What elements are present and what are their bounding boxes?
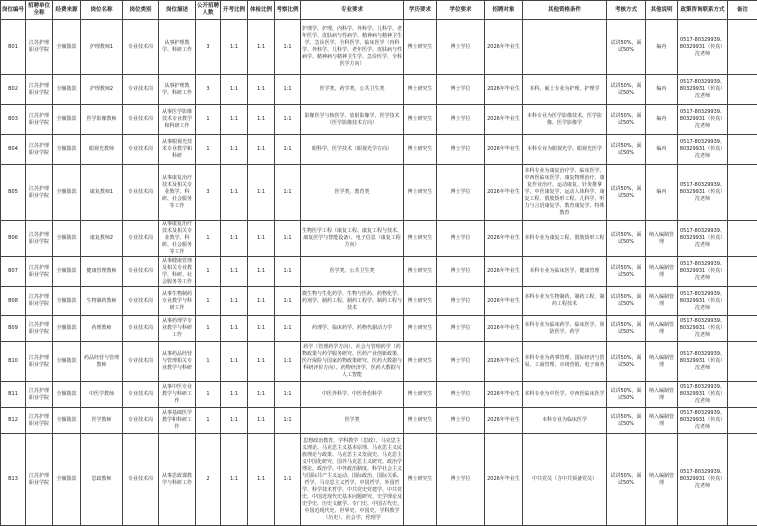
cell-exam-ratio: 1:1 [221, 105, 248, 135]
cell-assessment: 试讲50%，面试50% [607, 135, 646, 165]
cell-education: 博士研究生 [404, 342, 437, 382]
cell-description: 从事基础医学教学和科研工作 [159, 408, 196, 434]
cell-assessment: 试讲50%，面试50% [607, 382, 646, 408]
cell-contact: 0517-80329939、80329931（传真）沈老师 [678, 434, 728, 526]
cell-remarks [728, 408, 757, 434]
cell-other-conditions: 本科专业为医学影像技术、医学影像、医学影像学 [523, 105, 607, 135]
cell-exam-ratio: 1:1 [221, 135, 248, 165]
header-count: 公开招聘人数 [196, 1, 221, 20]
cell-category: 专业技术岗 [123, 105, 159, 135]
cell-other-conditions: 中共党员（含中共预备党员） [523, 434, 607, 526]
cell-funding: 全额拨款 [53, 316, 81, 342]
cell-other-notes: 纳入编制管理 [646, 287, 678, 316]
cell-degree: 博士学位 [437, 434, 485, 526]
cell-education: 博士研究生 [404, 165, 437, 221]
cell-other-notes: 纳入编制管理 [646, 221, 678, 257]
header-name: 岗位名称 [81, 1, 123, 20]
header-category: 岗位类别 [123, 1, 159, 20]
cell-unit: 江苏护理职业学院 [26, 20, 53, 75]
cell-assessment: 试讲50%，面试50% [607, 165, 646, 221]
cell-degree: 博士学位 [437, 257, 485, 287]
header-assessment: 考核方式 [607, 1, 646, 20]
cell-code: B05 [1, 165, 26, 221]
cell-other-notes: 编内 [646, 165, 678, 221]
header-description: 岗位描述 [159, 1, 196, 20]
cell-remarks [728, 257, 757, 287]
cell-exam-ratio: 1:1 [221, 382, 248, 408]
cell-description: 从事思政课教学与科研工作 [159, 434, 196, 526]
cell-contact: 0517-80329939、80329931（传真）沈老师 [678, 20, 728, 75]
cell-name: 药品经营与管理教师 [81, 342, 123, 382]
cell-name: 药理教师 [81, 316, 123, 342]
cell-count: 3 [196, 165, 221, 221]
cell-target: 2026年毕业生 [485, 135, 523, 165]
cell-physical-ratio: 1:1 [248, 342, 275, 382]
cell-degree: 博士学位 [437, 342, 485, 382]
cell-category: 专业技术岗 [123, 257, 159, 287]
cell-physical-ratio: 1:1 [248, 434, 275, 526]
cell-major: 眼科学、医学技术（眼视光学方向） [301, 135, 404, 165]
cell-major: 医学类 [301, 408, 404, 434]
cell-funding: 全额拨款 [53, 287, 81, 316]
cell-unit: 江苏护理职业学院 [26, 287, 53, 316]
cell-code: B02 [1, 75, 26, 105]
cell-physical-ratio: 1:1 [248, 408, 275, 434]
cell-major: 医学类、药学类、公共卫生类 [301, 75, 404, 105]
cell-description: 从事护理教学、科研工作 [159, 75, 196, 105]
cell-code: B09 [1, 316, 26, 342]
cell-unit: 江苏护理职业学院 [26, 105, 53, 135]
cell-other-conditions [523, 20, 607, 75]
cell-degree: 博士学位 [437, 105, 485, 135]
table-row [1, 75, 757, 105]
cell-exam-ratio: 1:1 [221, 221, 248, 257]
cell-education: 博士研究生 [404, 75, 437, 105]
cell-category: 专业技术岗 [123, 135, 159, 165]
cell-assessment: 试讲50%，面试50% [607, 221, 646, 257]
cell-description: 从事眼视光技术专业教学和科研 [159, 135, 196, 165]
cell-other-conditions: 本科专业为药事管理、国际经济与贸易、工商管理、市场营销、电子商务 [523, 342, 607, 382]
header-exam-ratio: 开考比例 [221, 1, 248, 20]
header-code: 岗位编号 [1, 1, 26, 20]
cell-category: 专业技术岗 [123, 287, 159, 316]
cell-remarks [728, 382, 757, 408]
cell-description: 从事健康管理及相关专业教学、科研、社会服务等工作 [159, 257, 196, 287]
cell-count: 1 [196, 221, 221, 257]
cell-major: 医学类、公共卫生类 [301, 257, 404, 287]
cell-assessment: 试讲50%，面试50% [607, 105, 646, 135]
cell-target: 2026年毕业生 [485, 342, 523, 382]
cell-degree: 博士学位 [437, 287, 485, 316]
cell-contact: 0517-80329939、80329931（传真）沈老师 [678, 408, 728, 434]
table-row [1, 316, 757, 342]
cell-exam-ratio: 1:1 [221, 408, 248, 434]
cell-remarks [728, 165, 757, 221]
table-row [1, 408, 757, 434]
header-degree: 学位要求 [437, 1, 485, 20]
cell-exam-ratio: 1:1 [221, 257, 248, 287]
cell-category: 专业技术岗 [123, 408, 159, 434]
cell-remarks [728, 434, 757, 526]
cell-code: B12 [1, 408, 26, 434]
cell-unit: 江苏护理职业学院 [26, 316, 53, 342]
cell-assessment: 试讲50%，面试50% [607, 408, 646, 434]
cell-inspection-ratio: 1:1 [275, 105, 301, 135]
cell-major: 微生物与生化药学、生物与医药、药物化学、药剂学、制药工程、制药工程学、制药工程与技术 [301, 287, 404, 316]
cell-exam-ratio: 1:1 [221, 316, 248, 342]
cell-inspection-ratio: 1:1 [275, 287, 301, 316]
cell-count: 1 [196, 105, 221, 135]
cell-description: 从事医学影像技术专业教学和科研工作 [159, 105, 196, 135]
cell-name: 医学教师 [81, 408, 123, 434]
cell-inspection-ratio: 1:1 [275, 316, 301, 342]
cell-target: 2026年毕业生 [485, 221, 523, 257]
cell-description: 从事康复治疗技术及相关专业教学、科研、社会服务等工作 [159, 221, 196, 257]
cell-exam-ratio: 1:1 [221, 75, 248, 105]
cell-assessment: 试讲50%，面试50% [607, 316, 646, 342]
cell-target: 2026年毕业生 [485, 287, 523, 316]
cell-exam-ratio: 1:1 [221, 434, 248, 526]
cell-contact: 0517-80329939、80329931（传真）沈老师 [678, 75, 728, 105]
cell-remarks [728, 135, 757, 165]
table-body [1, 20, 757, 526]
cell-major: 医学类、教育类 [301, 165, 404, 221]
cell-category: 专业技术岗 [123, 221, 159, 257]
cell-contact: 0517-80329939、80329931（传真）沈老师 [678, 165, 728, 221]
cell-other-conditions: 本科专业为中医学、中西医临床医学 [523, 382, 607, 408]
cell-unit: 江苏护理职业学院 [26, 382, 53, 408]
cell-remarks [728, 287, 757, 316]
cell-target: 2026年毕业生 [485, 20, 523, 75]
cell-other-conditions: 本科专业为康复治疗学、临床医学、中西医临床医学、康复物理治疗、康复作业治疗、运动康复、针灸推拿学、中医康复学、运动人体科学、康复工程、假肢矫形工程、儿科学、听力与言语康复学、教育康复学、特殊教育 [523, 165, 607, 221]
cell-target: 2026年毕业生 [485, 165, 523, 221]
cell-category: 专业技术岗 [123, 342, 159, 382]
cell-category: 专业技术岗 [123, 75, 159, 105]
table-row [1, 342, 757, 382]
cell-code: B01 [1, 20, 26, 75]
cell-code: B13 [1, 434, 26, 526]
cell-other-conditions: 本科专业为眼视光学、眼视光医学 [523, 135, 607, 165]
cell-category: 专业技术岗 [123, 382, 159, 408]
cell-name: 康复教师1 [81, 165, 123, 221]
cell-target: 2026年毕业生 [485, 408, 523, 434]
cell-degree: 博士学位 [437, 221, 485, 257]
header-inspection-ratio: 考察比例 [275, 1, 301, 20]
header-other-conditions: 其他资格条件 [523, 1, 607, 20]
cell-degree: 博士学位 [437, 316, 485, 342]
cell-degree: 博士学位 [437, 408, 485, 434]
cell-contact: 0517-80329939、80329931（传真）沈老师 [678, 287, 728, 316]
cell-degree: 博士学位 [437, 20, 485, 75]
cell-remarks [728, 75, 757, 105]
cell-name: 中医学教师 [81, 382, 123, 408]
cell-other-notes: 纳入编制管理 [646, 342, 678, 382]
cell-count: 1 [196, 287, 221, 316]
cell-other-conditions: 本科专业为临床医学 [523, 408, 607, 434]
cell-funding: 全额拨款 [53, 257, 81, 287]
table-row [1, 257, 757, 287]
cell-physical-ratio: 1:1 [248, 105, 275, 135]
cell-count: 1 [196, 316, 221, 342]
cell-other-notes: 编内 [646, 75, 678, 105]
cell-other-notes: 纳入编制管理 [646, 382, 678, 408]
cell-other-conditions: 本科专业为生物制药、制药工程、制药工程技术 [523, 287, 607, 316]
cell-remarks [728, 221, 757, 257]
cell-name: 眼视光教师 [81, 135, 123, 165]
cell-description: 从事药理学专业教学与科研工作 [159, 316, 196, 342]
cell-inspection-ratio: 1:1 [275, 135, 301, 165]
cell-exam-ratio: 1:1 [221, 342, 248, 382]
cell-other-notes: 编内 [646, 135, 678, 165]
cell-assessment: 试讲50%，面试50% [607, 287, 646, 316]
cell-education: 博士研究生 [404, 408, 437, 434]
cell-education: 博士研究生 [404, 105, 437, 135]
table-row [1, 105, 757, 135]
cell-assessment: 试讲50%，面试50% [607, 434, 646, 526]
cell-unit: 江苏护理职业学院 [26, 342, 53, 382]
cell-education: 博士研究生 [404, 316, 437, 342]
cell-education: 博士研究生 [404, 20, 437, 75]
cell-unit: 江苏护理职业学院 [26, 434, 53, 526]
table-row [1, 287, 757, 316]
cell-count: 3 [196, 20, 221, 75]
cell-category: 专业技术岗 [123, 316, 159, 342]
cell-unit: 江苏护理职业学院 [26, 135, 53, 165]
cell-remarks [728, 105, 757, 135]
cell-assessment: 试讲50%，面试50% [607, 75, 646, 105]
cell-physical-ratio: 1:1 [248, 316, 275, 342]
header-remarks: 备注 [728, 1, 757, 20]
cell-code: B04 [1, 135, 26, 165]
cell-code: B03 [1, 105, 26, 135]
header-other-notes: 其他说明 [646, 1, 678, 20]
cell-degree: 博士学位 [437, 75, 485, 105]
cell-other-notes: 编内 [646, 105, 678, 135]
cell-inspection-ratio: 1:1 [275, 20, 301, 75]
cell-major: 生物医学工程（康复工程、康复工程与技术、康复医学与智能设备）、电子信息（康复工程方向） [301, 221, 404, 257]
cell-name: 思政教师 [81, 434, 123, 526]
cell-other-conditions: 本科、硕士专业为护理、护理学 [523, 75, 607, 105]
cell-count: 1 [196, 135, 221, 165]
header-contact: 政策咨询联系方式 [678, 1, 728, 20]
cell-physical-ratio: 1:1 [248, 287, 275, 316]
cell-description: 从事康复治疗技术及相关专业教学、科研、社会服务等工作 [159, 165, 196, 221]
cell-count: 1 [196, 342, 221, 382]
cell-degree: 博士学位 [437, 135, 485, 165]
cell-major: 护理学、护理、内科学、外科学、儿科学、老年医学、皮肤病与性病学、精神病与精神卫生学、急诊医学、全科医学、临床医学（内科学、外科学、儿科学、老年医学、皮肤病与性病学、精神病与精神卫生学、急诊医学、全科医学方向） [301, 20, 404, 75]
cell-other-notes: 纳入编制管理 [646, 316, 678, 342]
cell-target: 2026年毕业生 [485, 382, 523, 408]
cell-contact: 0517-80329939、80329931（传真）沈老师 [678, 105, 728, 135]
cell-code: B07 [1, 257, 26, 287]
cell-contact: 0517-80329939、80329931（传真）沈老师 [678, 382, 728, 408]
cell-remarks [728, 316, 757, 342]
cell-other-notes: 编内 [646, 20, 678, 75]
cell-other-conditions: 本科专业为康复工程、假肢矫形工程 [523, 221, 607, 257]
cell-assessment: 试讲50%，面试50% [607, 257, 646, 287]
cell-count: 2 [196, 434, 221, 526]
cell-contact: 0517-80329939、80329931（传真）沈老师 [678, 257, 728, 287]
cell-target: 2026年毕业生 [485, 434, 523, 526]
cell-category: 专业技术岗 [123, 165, 159, 221]
header-unit: 招聘单位全称 [26, 1, 53, 20]
cell-count: 1 [196, 257, 221, 287]
cell-physical-ratio: 1:1 [248, 165, 275, 221]
table-row [1, 382, 757, 408]
cell-inspection-ratio: 1:1 [275, 257, 301, 287]
cell-name: 康复教师2 [81, 221, 123, 257]
cell-funding: 全额拨款 [53, 434, 81, 526]
cell-inspection-ratio: 1:1 [275, 75, 301, 105]
header-funding: 经费来源 [53, 1, 81, 20]
cell-physical-ratio: 1:1 [248, 221, 275, 257]
cell-contact: 0517-80329939、80329931（传真）沈老师 [678, 342, 728, 382]
cell-inspection-ratio: 1:1 [275, 382, 301, 408]
cell-major: 药理学、临床药学、药物代谢动力学 [301, 316, 404, 342]
cell-major: 思想政治教育、学科教学（思政）、马克思主义理论、马克思主义基本原理、马克思主义民族理论与政策、马克思主义发展史、马克思主义中国化研究、国外马克思主义研究、政治学理论、政治学、中外政治制度、科学社会主义与国际共产主义运动、国际政治、国际关系、哲学、马克思主义哲学、中国哲学、外国哲学、科学技术哲学、中共党史党建学、中共党史、中国近现代史基本问题研究、史学理论及史学史、历史文献学、专门史、中国古代史、中国近现代史、世界史、中国史、学科教学（历史）、社会学、伦理学 [301, 434, 404, 526]
cell-funding: 全额拨款 [53, 342, 81, 382]
cell-inspection-ratio: 1:1 [275, 342, 301, 382]
cell-target: 2026年毕业生 [485, 75, 523, 105]
cell-funding: 全额拨款 [53, 135, 81, 165]
cell-unit: 江苏护理职业学院 [26, 165, 53, 221]
cell-other-notes: 纳入编制管理 [646, 408, 678, 434]
cell-major: 中医外科学、中医骨伤科学 [301, 382, 404, 408]
table-row [1, 135, 757, 165]
cell-unit: 江苏护理职业学院 [26, 408, 53, 434]
cell-remarks [728, 342, 757, 382]
cell-target: 2026年毕业生 [485, 257, 523, 287]
cell-category: 专业技术岗 [123, 20, 159, 75]
cell-code: B06 [1, 221, 26, 257]
cell-education: 博士研究生 [404, 382, 437, 408]
cell-description: 从事中医专业教学与科研工作 [159, 382, 196, 408]
cell-description: 从事药品经营与管理相关专业教学与科研 [159, 342, 196, 382]
cell-unit: 江苏护理职业学院 [26, 75, 53, 105]
cell-physical-ratio: 1:1 [248, 257, 275, 287]
cell-inspection-ratio: 1:1 [275, 408, 301, 434]
cell-description: 从事生物制药专业教学与科研工作 [159, 287, 196, 316]
cell-category: 专业技术岗 [123, 434, 159, 526]
cell-funding: 全额拨款 [53, 20, 81, 75]
cell-physical-ratio: 1:1 [248, 75, 275, 105]
cell-count: 3 [196, 75, 221, 105]
table-row [1, 434, 757, 526]
cell-funding: 全额拨款 [53, 408, 81, 434]
table-row [1, 20, 757, 75]
cell-target: 2026年毕业生 [485, 105, 523, 135]
header-major: 专业要求 [301, 1, 404, 20]
header-target: 招聘对象 [485, 1, 523, 20]
cell-name: 医学影像教师 [81, 105, 123, 135]
header-row [1, 1, 757, 20]
cell-inspection-ratio: 1:1 [275, 221, 301, 257]
cell-unit: 江苏护理职业学院 [26, 221, 53, 257]
cell-name: 健康管理教师 [81, 257, 123, 287]
cell-funding: 全额拨款 [53, 382, 81, 408]
cell-major: 影像医学与核医学、放射影像学、医学技术（医学影像技术方向） [301, 105, 404, 135]
cell-code: B10 [1, 342, 26, 382]
cell-education: 博士研究生 [404, 434, 437, 526]
cell-contact: 0517-80329939、80329931（传真）沈老师 [678, 135, 728, 165]
cell-education: 博士研究生 [404, 287, 437, 316]
cell-education: 博士研究生 [404, 257, 437, 287]
cell-funding: 全额拨款 [53, 165, 81, 221]
cell-code: B08 [1, 287, 26, 316]
cell-code: B11 [1, 382, 26, 408]
cell-inspection-ratio: 1:1 [275, 165, 301, 221]
table-row [1, 165, 757, 221]
cell-name: 护理教师1 [81, 20, 123, 75]
cell-assessment: 试讲50%，面试50% [607, 342, 646, 382]
cell-degree: 博士学位 [437, 165, 485, 221]
cell-count: 1 [196, 408, 221, 434]
cell-name: 护理教师2 [81, 75, 123, 105]
cell-degree: 博士学位 [437, 382, 485, 408]
cell-contact: 0517-80329939、80329931（传真）沈老师 [678, 221, 728, 257]
cell-unit: 江苏护理职业学院 [26, 257, 53, 287]
cell-assessment: 试讲50%，面试50% [607, 20, 646, 75]
cell-other-conditions: 本科专业为临床药学、临床医学、预防医学、药学 [523, 316, 607, 342]
cell-other-notes: 纳入编制管理 [646, 434, 678, 526]
cell-remarks [728, 20, 757, 75]
cell-major: 药学（管理药学方向）、社会与管理药学（药物政策与药学服务研究、医药产业创新政策、医疗保险与国家药物政策研究、医药大数据与科研评价方向）、药物经济学、医药大数据与人工智能 [301, 342, 404, 382]
cell-education: 博士研究生 [404, 221, 437, 257]
cell-other-conditions: 本科专业为临床医学、健康管理 [523, 257, 607, 287]
cell-name: 生物制药教师 [81, 287, 123, 316]
cell-physical-ratio: 1:1 [248, 382, 275, 408]
cell-funding: 全额拨款 [53, 105, 81, 135]
cell-exam-ratio: 1:1 [221, 165, 248, 221]
cell-description: 从事护理教学、科研工作 [159, 20, 196, 75]
cell-other-notes: 纳入编制管理 [646, 257, 678, 287]
cell-count: 1 [196, 382, 221, 408]
cell-funding: 全额拨款 [53, 221, 81, 257]
cell-contact: 0517-80329939、80329931（传真）沈老师 [678, 316, 728, 342]
cell-exam-ratio: 1:1 [221, 20, 248, 75]
header-education: 学历要求 [404, 1, 437, 20]
cell-education: 博士研究生 [404, 135, 437, 165]
cell-funding: 全额拨款 [53, 75, 81, 105]
table-row [1, 221, 757, 257]
cell-physical-ratio: 1:1 [248, 20, 275, 75]
cell-physical-ratio: 1:1 [248, 135, 275, 165]
cell-target: 2026年毕业生 [485, 316, 523, 342]
cell-inspection-ratio: 1:1 [275, 434, 301, 526]
header-physical-ratio: 体检比例 [248, 1, 275, 20]
cell-exam-ratio: 1:1 [221, 287, 248, 316]
